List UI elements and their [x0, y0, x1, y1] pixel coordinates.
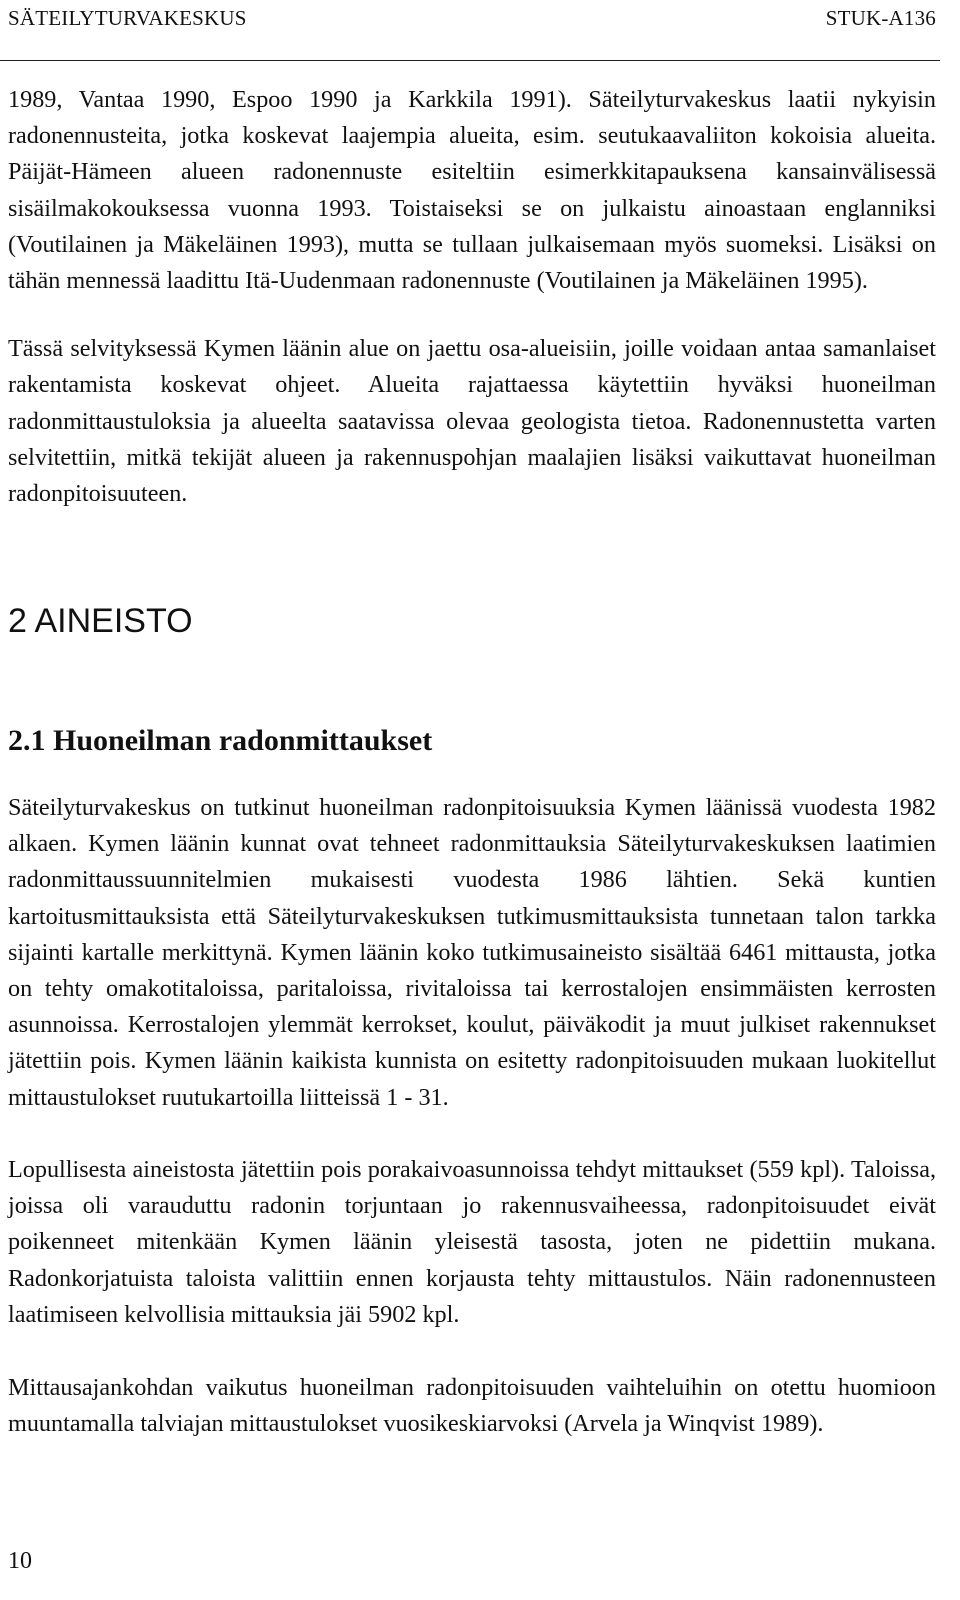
document-body [8, 82, 936, 1438]
running-header [8, 6, 936, 38]
header-organization: SÄTEILYTURVAKESKUS [8, 6, 247, 30]
header-divider [0, 60, 940, 61]
page-number: 10 [8, 1548, 32, 1574]
paragraph-intro-2: Tässä selvityksessä Kymen läänin alue on jaettu osa-alueisiin, joille voidaan antaa samanlaiset rakentamista koskevat ohjeet. Alueita rajattaessa käytettiin hyväksi huoneilman radonmittaustuloksia ja alueelta saatavissa olevaa geologista tietoa. Radonennustetta varten selvitettiin, mitkä tekijät alueen ja rakennuspohjan maalajien lisäksi vaikuttavat huoneilman radonpitoisuuteen. [8, 335, 936, 508]
section-heading: 2 AINEISTO [8, 602, 193, 640]
header-report-code: STUK-A136 [825, 6, 936, 30]
paragraph-section-2: Lopullisesta aineistosta jätettiin pois porakaivoasunnoissa tehdyt mittaukset (559 kpl). Taloissa, joissa oli varauduttu radonin torjuntaan jo rakennusvaiheessa, radonpitoisuudet eivät poikenneet mitenkään Kymen läänin yleisestä tasosta, joten ne pidettiin mukana. Radonkorjatuista taloista valittiin ennen korjausta tehty mittaustulos. Näin radonennusteen laatimiseen kelvollisia mittauksia jäi 5902 kpl. [8, 1156, 936, 1328]
paragraph-intro-1: 1989, Vantaa 1990, Espoo 1990 ja Karkkila 1991). Säteilyturvakeskus laatii nykyisin radonennusteita, jotka koskevat laajempia alueita, esim. seutukaavaliiton kokoisia alueita. Päijät-Hämeen alueen radonennuste esiteltiin esimerkkitapauksena kansainvälisessä sisäilmakokouksessa vuonna 1993. Toistaiseksi se on julkaistu ainoastaan englanniksi (Voutilainen ja Mäkeläinen 1993), mutta se tullaan julkaisemaan myös suomeksi. Lisäksi on tähän mennessä laadittu Itä-Uudenmaan radonennuste (Voutilainen ja Mäkeläinen 1995). [8, 86, 936, 295]
paragraph-section-1: Säteilyturvakeskus on tutkinut huoneilman radonpitoisuuksia Kymen läänissä vuodesta 1982 alkaen. Kymen läänin kunnat ovat tehneet radonmittauksia Säteilyturvakeskuksen laatimien radonmittaussuunnitelmien mukaisesti vuodesta 1986 lähtien. Sekä kuntien kartoitusmittauksista että Säteilyturvakeskuksen tutkimusmittauksista tunnetaan talon tarkka sijainti kartalle merkittynä. Kymen läänin koko tutkimusaineisto sisältää 6461 mittausta, jotka on tehty omakotitaloissa, paritaloissa, rivitaloissa tai kerrostalojen ensimmäisten kerrosten asunnoissa. Kerrostalojen ylemmät kerrokset, koulut, päiväkodit ja muut julkiset rakennukset jätettiin pois. Kymen läänin kaikista kunnista on esitetty radonpitoisuuden mukaan luokitellut mittaustulokset ruutukartoilla liitteissä 1 - 31. [8, 794, 936, 1111]
subsection-heading: 2.1 Huoneilman radonmittaukset [8, 724, 433, 757]
paragraph-section-3: Mittausajankohdan vaikutus huoneilman radonpitoisuuden vaihteluihin on otettu huomioon muuntamalla talviajan mittaustulokset vuosikeskiarvoksi (Arvela ja Winqvist 1989). [8, 1374, 936, 1438]
